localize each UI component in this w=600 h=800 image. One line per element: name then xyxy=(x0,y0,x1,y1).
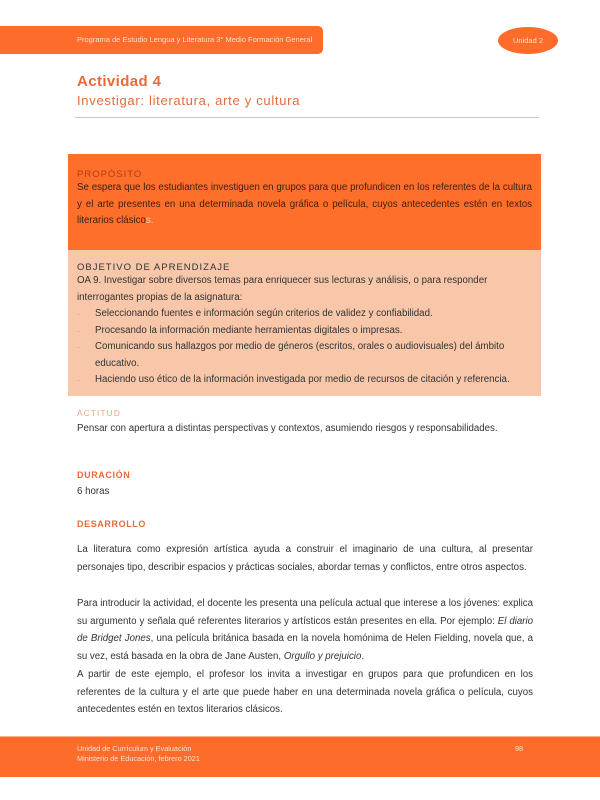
bullet-icon: · xyxy=(77,325,80,336)
duracion-value: 6 horas xyxy=(77,486,110,497)
program-title: Programa de Estudio Lengua y Literatura 3° Medio Formación General xyxy=(77,35,313,44)
activity-title: Actividad 4 xyxy=(77,73,162,90)
objetivo-list xyxy=(77,306,532,389)
objetivo-text: OA 9. Investigar sobre diversos temas para enriquecer sus lecturas y análisis, o para responder interrogantes propias de la asignatura: xyxy=(77,275,488,303)
proposito-body: Se espera que los estudiantes investiguen en grupos para que profundicen en los referentes de la cultura y el arte presentes en una determinada novela gráfica o película, cuyos antecedentes estén en textos literarios clásico xyxy=(77,182,532,226)
objetivo-label: OBJETIVO DE APRENDIZAJE xyxy=(77,262,231,273)
proposito-text xyxy=(77,180,532,230)
desarrollo-paragraph-1: La literatura como expresión artística ayuda a construir el imaginario de una cultura, al presentar personajes tipo, describir espacios y prácticas sociales, abordar temas y conflictos, entre otros aspectos. xyxy=(77,544,533,573)
footer-org: Unidad de Currículum y Evaluación xyxy=(77,744,192,753)
footer-ministry-date: Ministerio de Educación, febrero 2021 xyxy=(77,754,200,763)
actitud-label: ACTITUD xyxy=(77,408,121,418)
list-item-text: Procesando la información mediante herramientas digitales o impresas. xyxy=(95,324,403,336)
page-number: 98 xyxy=(515,744,524,753)
bullet-icon: · xyxy=(77,342,80,352)
bullet-icon: · xyxy=(77,309,80,319)
p2-text-c: . xyxy=(361,650,365,662)
p2-text-a: Para introducir la actividad, el docente les presenta una película actual que interese a los jóvenes: explica su argumento y señala qué referentes literarios y artísticos están presentes en ella. Por ejemplo: xyxy=(77,598,533,627)
list-item-text: Haciendo uso ético de la información investigada por medio de recursos de citación y referencia. xyxy=(95,374,510,385)
desarrollo-paragraph-2 xyxy=(77,595,533,665)
list-item xyxy=(77,323,532,340)
desarrollo-paragraph-3: A partir de este ejemplo, el profesor los invita a investigar en grupos para que profundicen en los referentes de la cultura y el arte que puede haber en una determinada novela gráfica o película, cuyos antecedentes estén en textos literarios clásicos. xyxy=(77,669,533,715)
list-item xyxy=(77,306,532,323)
novel-title: Orgullo y prejuicio xyxy=(283,650,362,662)
list-item xyxy=(77,339,532,372)
list-item-text: Seleccionando fuentes e información según criterios de validez y confiabilidad. xyxy=(95,308,433,319)
actitud-text: Pensar con apertura a distintas perspectivas y contextos, asumiendo riesgos y responsabilidades. xyxy=(77,423,498,434)
bullet-icon: · xyxy=(77,375,80,385)
p2-text-b: , una película británica basada en la novela homónima de Helen Fielding, novela que, a su vez, está basada en la obra de Jane Austen, xyxy=(77,633,533,662)
unit-badge: Unidad 2 xyxy=(498,27,558,54)
duracion-label: DURACIÓN xyxy=(77,470,131,480)
list-item-text: Comunicando sus hallazgos por medio de géneros (escritos, orales o audiovisuales) del ámbito educativo. xyxy=(95,341,505,369)
activity-subtitle: Investigar: literatura, arte y cultura xyxy=(77,93,301,108)
title-divider xyxy=(75,117,539,118)
proposito-label: PROPÓSITO xyxy=(77,169,143,180)
list-item xyxy=(77,372,532,389)
desarrollo-label: DESARROLLO xyxy=(77,519,146,529)
proposito-last-char: s. xyxy=(145,215,154,226)
film-title: El diario de Bridget Jones xyxy=(77,615,534,644)
